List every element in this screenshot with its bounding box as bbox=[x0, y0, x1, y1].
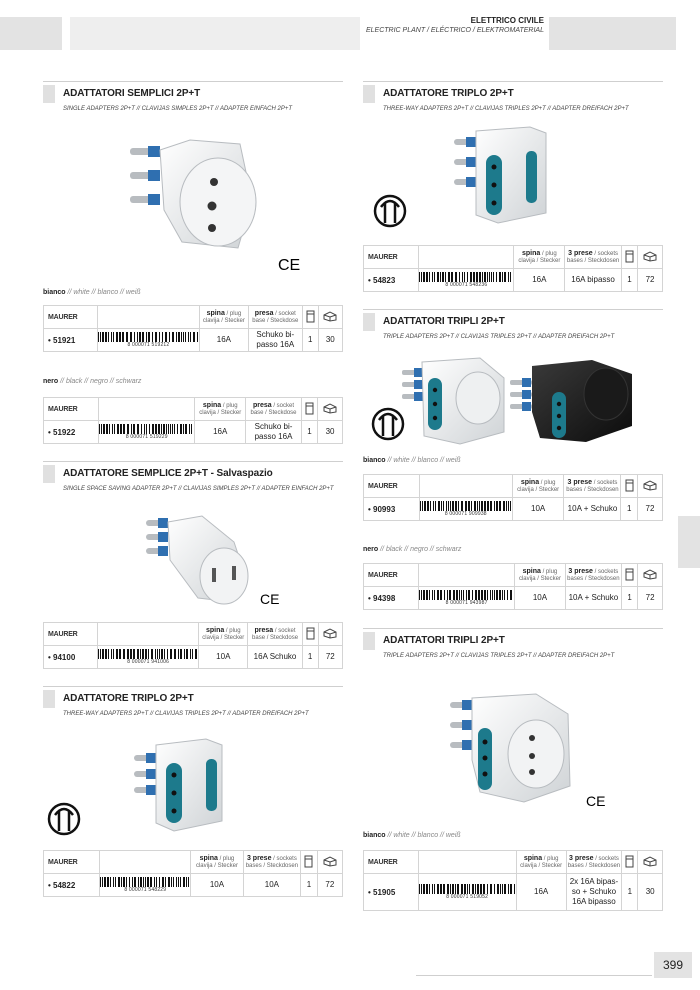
table-row: • 51921 8 000071 519212 16A Schuko bi-passo 16A 1 30 bbox=[44, 329, 343, 352]
product-code: • 54823 bbox=[364, 269, 419, 292]
plug-pins bbox=[130, 146, 160, 205]
three-way-adapter-image-left bbox=[46, 735, 246, 845]
brand-logo: MAURER bbox=[44, 306, 98, 329]
variant-label-white: bianco // white // blanco // weiß bbox=[363, 832, 461, 839]
imq-logo bbox=[49, 804, 79, 834]
box-icon bbox=[318, 623, 342, 646]
section-marker bbox=[363, 632, 375, 650]
product-table-54823: MAURER spina / plug clavija / Stecker 3 prese / sockets bases / Steckdosen • 54823 8 000071 548236 16A 16A bipasso 1 72 bbox=[363, 245, 663, 292]
section-three-way-adapter-left bbox=[43, 686, 343, 726]
section-triple-adapters-2 bbox=[363, 628, 663, 668]
imq-logo bbox=[375, 196, 405, 226]
section-title: ADATTATORI TRIPLI 2P+T bbox=[383, 635, 505, 646]
section-marker bbox=[363, 85, 375, 103]
page-number: 399 bbox=[654, 952, 692, 978]
table-row: • 54822 8 000071 548229 10A 10A 1 72 bbox=[44, 874, 343, 897]
section-triple-adapters-1 bbox=[363, 309, 663, 349]
product-table-51921: MAURER spina / plug clavija / Stecker presa / socket base / Steckdose • 51921 8 000071 519212 16A Schuko bi-passo 16A 1 30 bbox=[43, 305, 343, 352]
box-icon bbox=[638, 564, 663, 587]
product-table-51922: MAURER spina / plug clavija / Stecker presa / socket base / Steckdose • 51922 8 000071 519229 16A Schuko bi-passo 16A 1 30 bbox=[43, 397, 343, 444]
barcode: 8 000071 548236 bbox=[419, 272, 513, 288]
section-title: ADATTATORE TRIPLO 2P+T bbox=[63, 693, 194, 704]
section-title: ADATTATORE SEMPLICE 2P+T - Salvaspazio bbox=[63, 468, 273, 479]
side-tab bbox=[678, 516, 700, 568]
ce-mark: CE bbox=[586, 793, 606, 809]
section-subtitle: SINGLE SPACE SAVING ADAPTER 2P+T // CLAVIJAS SIMPLES 2P+T // ADAPTER EINFACH 2P+T bbox=[63, 486, 334, 492]
section-subtitle: TRIPLE ADAPTERS 2P+T // CLAVIJAS TRIPLES 2P+T // ADAPTER DREIFACH 2P+T bbox=[383, 653, 615, 659]
brand-logo: MAURER bbox=[364, 851, 419, 874]
barcode: 8 000071 519229 bbox=[99, 424, 194, 440]
header-subtitle: ELECTRIC PLANT / ELÉCTRICO / ELEKTROMATERIAL bbox=[365, 27, 544, 34]
section-subtitle: THREE-WAY ADAPTERS 2P+T // CLAVIJAS TRIPLES 2P+T // ADAPTER DREIFACH 2P+T bbox=[383, 106, 629, 112]
product-code: • 90993 bbox=[364, 498, 420, 521]
variant-label-black: nero // black // negro // schwarz bbox=[43, 378, 142, 385]
section-marker bbox=[43, 465, 55, 483]
section-title: ADATTATORI TRIPLI 2P+T bbox=[383, 316, 505, 327]
table-row: • 54823 8 000071 548236 16A 16A bipasso 1 72 bbox=[364, 269, 663, 292]
header-tab-right bbox=[549, 17, 676, 50]
single-adapter-image bbox=[120, 130, 320, 280]
variant-label-white: bianco // white // blanco // weiß bbox=[43, 289, 141, 296]
box-icon bbox=[318, 398, 343, 421]
barcode: 8 000071 909938 bbox=[420, 501, 512, 517]
unit-icon bbox=[301, 851, 318, 874]
box-icon bbox=[637, 475, 662, 498]
three-way-adapter-image-right bbox=[370, 125, 570, 235]
section-marker bbox=[43, 85, 55, 103]
section-three-way-adapter-right bbox=[363, 81, 663, 121]
brand-logo: MAURER bbox=[44, 851, 100, 874]
unit-icon bbox=[622, 851, 638, 874]
table-row: • 94100 8 000071 941006 10A 16A Schuko 1 72 bbox=[44, 646, 343, 669]
product-code: • 51921 bbox=[44, 329, 98, 352]
section-marker bbox=[43, 690, 55, 708]
section-subtitle: SINGLE ADAPTERS 2P+T // CLAVIJAS SIMPLES 2P+T // ADAPTER EINFACH 2P+T bbox=[63, 106, 293, 112]
barcode: 8 000071 519212 bbox=[98, 332, 199, 348]
unit-icon bbox=[302, 623, 318, 646]
section-title: ADATTATORI SEMPLICI 2P+T bbox=[63, 88, 201, 99]
brand-logo: MAURER bbox=[364, 246, 419, 269]
barcode: 8 000071 548229 bbox=[100, 877, 190, 893]
triple-adapters-image bbox=[370, 352, 640, 452]
product-table-51905: MAURER spina / plug clavija / Stecker 3 prese / sockets bases / Steckdosen • 51905 8 000071 519052 16A 2x 16A bipas-so + Schuko 16A bipasso 1 30 bbox=[363, 850, 663, 911]
unit-icon bbox=[621, 564, 637, 587]
section-space-saving-adapter bbox=[43, 461, 343, 511]
box-icon bbox=[317, 851, 342, 874]
ce-mark: CE bbox=[260, 591, 280, 607]
barcode: 8 000071 941006 bbox=[98, 649, 198, 665]
table-row: • 51905 8 000071 519052 16A 2x 16A bipas-so + Schuko 16A bipasso 1 30 bbox=[364, 874, 663, 911]
footer-rule bbox=[416, 975, 652, 976]
table-row: • 90993 8 000071 909938 10A 10A + Schuko 1 72 bbox=[364, 498, 663, 521]
product-code: • 51905 bbox=[364, 874, 419, 911]
section-title: ADATTATORE TRIPLO 2P+T bbox=[383, 88, 514, 99]
triple-adapter-bipasso-image bbox=[440, 690, 620, 815]
header-tab-left bbox=[0, 17, 62, 50]
box-icon bbox=[638, 851, 663, 874]
imq-logo bbox=[373, 409, 403, 439]
variant-label-white: bianco // white // blanco // weiß bbox=[363, 457, 461, 464]
product-table-94100: MAURER spina / plug clavija / Stecker presa / socket base / Steckdose • 94100 8 000071 941006 10A 16A Schuko 1 72 bbox=[43, 622, 343, 669]
brand-logo: MAURER bbox=[44, 623, 98, 646]
brand-logo: MAURER bbox=[364, 564, 419, 587]
ce-mark: CE bbox=[278, 257, 301, 274]
product-table-94398: MAURER spina / plug clavija / Stecker 3 prese / sockets bases / Steckdosen • 94398 8 000071 943987 10A 10A + Schuko 1 72 bbox=[363, 563, 663, 610]
unit-icon bbox=[621, 246, 637, 269]
section-subtitle: THREE-WAY ADAPTERS 2P+T // CLAVIJAS TRIPLES 2P+T // ADAPTER DREIFACH 2P+T bbox=[63, 711, 309, 717]
space-saving-adapter-image bbox=[140, 512, 290, 612]
unit-icon bbox=[301, 398, 317, 421]
section-subtitle: TRIPLE ADAPTERS 2P+T // CLAVIJAS TRIPLES 2P+T // ADAPTER DREIFACH 2P+T bbox=[383, 334, 615, 340]
unit-icon bbox=[621, 475, 637, 498]
box-icon bbox=[318, 306, 342, 329]
header-title: ELETTRICO CIVILE bbox=[470, 16, 544, 25]
product-table-54822: MAURER spina / plug clavija / Stecker 3 prese / sockets bases / Steckdosen • 54822 8 000071 548229 10A 10A 1 72 bbox=[43, 850, 343, 897]
product-code: • 51922 bbox=[44, 421, 99, 444]
brand-logo: MAURER bbox=[44, 398, 99, 421]
variant-label-black: nero // black // negro // schwarz bbox=[363, 546, 462, 553]
section-marker bbox=[363, 313, 375, 331]
product-code: • 54822 bbox=[44, 874, 100, 897]
barcode: 8 000071 519052 bbox=[419, 884, 516, 900]
table-row: • 51922 8 000071 519229 16A Schuko bi-passo 16A 1 30 bbox=[44, 421, 343, 444]
header-tab-mid bbox=[70, 17, 360, 50]
section-single-adapters bbox=[43, 81, 343, 121]
unit-icon bbox=[302, 306, 318, 329]
barcode: 8 000071 943987 bbox=[419, 590, 514, 606]
table-row: • 94398 8 000071 943987 10A 10A + Schuko 1 72 bbox=[364, 587, 663, 610]
product-code: • 94100 bbox=[44, 646, 98, 669]
product-table-90993: MAURER spina / plug clavija / Stecker 3 prese / sockets bases / Steckdosen • 90993 8 000071 909938 10A 10A + Schuko 1 72 bbox=[363, 474, 663, 521]
box-icon bbox=[638, 246, 663, 269]
product-code: • 94398 bbox=[364, 587, 419, 610]
brand-logo: MAURER bbox=[364, 475, 420, 498]
